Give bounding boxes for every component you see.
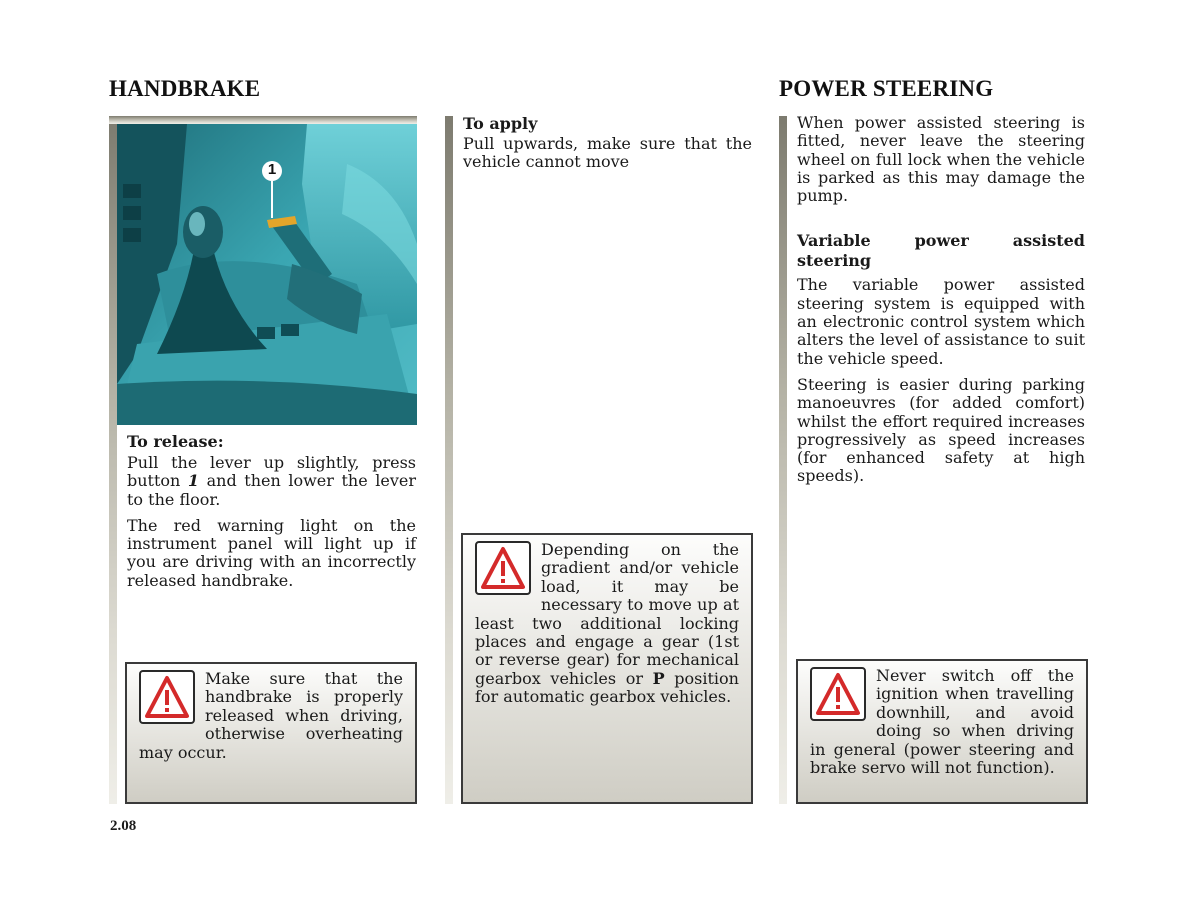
ignition-warning-box bbox=[796, 659, 1088, 804]
release-section bbox=[127, 432, 416, 598]
handbrake-warning-box bbox=[125, 662, 417, 804]
variable-heading: Variable power assisted steering bbox=[797, 231, 1085, 271]
handbrake-heading: HANDBRAKE bbox=[109, 76, 261, 101]
ignition-warning-text: Never switch off the ignition when travelling downhill, and avoid doing so when driving in general (power steering and brake servo will not function). bbox=[810, 666, 1074, 778]
apply-text: Pull upwards, make sure that the vehicle cannot move bbox=[463, 134, 752, 172]
callout-number: 1 bbox=[267, 161, 277, 178]
left-column-top-bar bbox=[109, 116, 417, 124]
release-button-ref: 1 bbox=[187, 471, 200, 491]
apply-section bbox=[463, 114, 752, 180]
release-text-a: Pull the lever up slightly, press button bbox=[127, 453, 416, 491]
variable-text: The variable power assisted steering system is equipped with an electronic control system which alters the level of assistance to suit the vehicle speed. bbox=[797, 275, 1085, 368]
parking-text: Steering is easier during parking manoeuvres (for added comfort) whilst the effort required increases progressively as speed increases (for enhanced safety at high speeds). bbox=[797, 374, 1085, 486]
right-column-bar bbox=[779, 116, 787, 804]
gear-warning-text-a: Depending on the gradient and/or vehicle load, it may be necessary to move up at least two additional locking places and engage a gear (1st or reverse gear) for mechanical gearbox vehicles or bbox=[475, 540, 739, 688]
gear-warning-p: P bbox=[652, 668, 665, 688]
power-steering-section bbox=[797, 114, 1085, 494]
warning-triangle-icon bbox=[475, 541, 531, 595]
middle-column-bar bbox=[445, 116, 453, 804]
release-heading: To release: bbox=[127, 432, 224, 451]
warning-triangle-icon bbox=[139, 670, 195, 724]
warning-triangle-icon bbox=[810, 667, 866, 721]
gear-warning-text-b: position for automatic gearbox vehicles. bbox=[475, 668, 739, 707]
release-text-b: and then lower the lever to the floor. bbox=[127, 471, 417, 509]
gear-warning-box bbox=[461, 533, 753, 804]
handbrake-photo bbox=[117, 124, 417, 425]
warning-light-text: The red warning light on the instrument panel will light up if you are driving with an incorrectly released handbrake. bbox=[127, 515, 416, 590]
power-steering-heading: POWER STEERING bbox=[779, 76, 994, 101]
power-steering-intro: When power assisted steering is fitted, never leave the steering wheel on full lock when the vehicle is parked as this may damage the pump. bbox=[797, 113, 1085, 206]
page-number: 2.08 bbox=[110, 818, 137, 834]
left-column-bar bbox=[109, 116, 117, 804]
handbrake-warning-text: Make sure that the handbrake is properly released when driving, otherwise overheating may occur. bbox=[139, 669, 403, 762]
apply-heading: To apply bbox=[463, 114, 538, 133]
release-text bbox=[127, 454, 416, 509]
